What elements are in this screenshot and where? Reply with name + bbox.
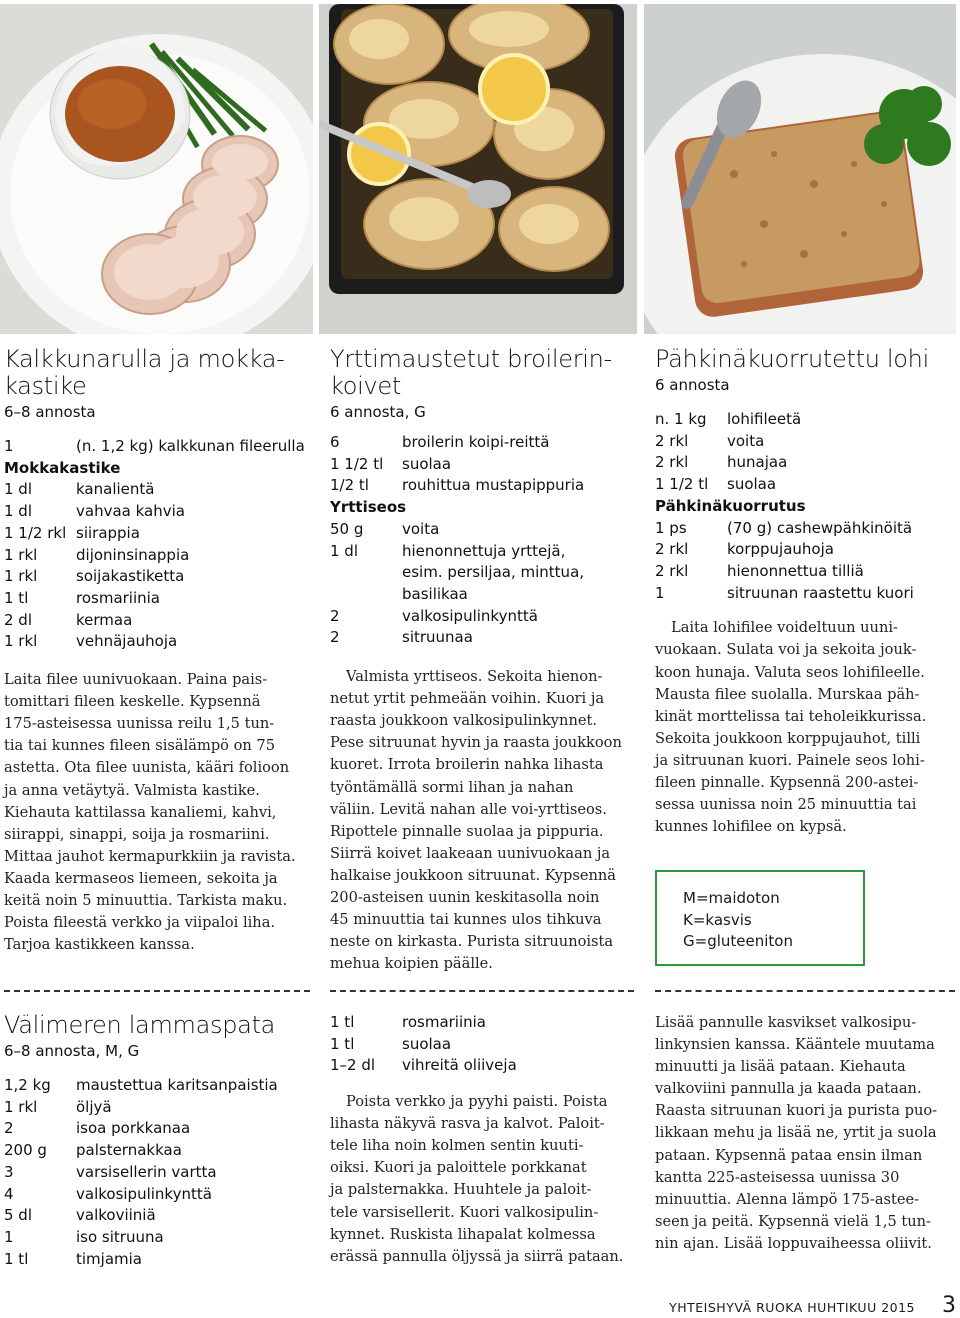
ingredient-name: suolaa: [727, 475, 777, 494]
ingredient-row: [4, 1140, 309, 1162]
ingredient-qty: 1 dl: [330, 541, 359, 560]
ingredient-name: dijoninsinappia: [76, 545, 190, 564]
ingredient-row: [4, 436, 309, 458]
method-line: Laita lohifilee voideltuun uuni-: [671, 619, 898, 637]
method-text: [655, 1012, 955, 1255]
ingredient-qty: 1: [4, 1227, 14, 1246]
servings: 6 annosta, G: [330, 403, 426, 421]
recipe-title: Välimeren lammaspata: [4, 1011, 276, 1039]
ingredient-qty: 1 tl: [330, 1034, 355, 1053]
method-line: nin ajan. Lisää loppuvaiheessa oliivit.: [655, 1234, 932, 1252]
ingredient-subheading: Pähkinäkuorrutus: [655, 496, 806, 515]
method-line: Pese sitruunat hyvin ja raasta joukkoon: [330, 734, 622, 752]
ingredient-row: [4, 588, 309, 610]
ingredient-qty: 1 dl: [4, 480, 33, 499]
method-line: koon hunaja. Valuta seos lohifileelle.: [655, 663, 925, 681]
method-line: 200-asteisen uunin keskitasolla noin: [330, 888, 600, 906]
method-line: valkoviini pannulla ja kaada pataan.: [655, 1080, 922, 1098]
ingredient-row: [4, 523, 309, 545]
ingredient-qty: 1 tl: [330, 1013, 355, 1031]
ingredient-name: rosmariinia: [402, 1013, 487, 1031]
ingredient-name: (n. 1,2 kg) kalkkunan fileerulla: [76, 437, 305, 455]
ingredient-name: broilerin koipi-reittä: [402, 433, 550, 451]
servings: 6–8 annosta, M, G: [4, 1042, 140, 1060]
ingredient-name: korppujauhoja: [727, 540, 834, 559]
ingredient-name: sitruunan raastettu kuori: [727, 583, 914, 602]
servings: 6 annosta: [655, 376, 730, 394]
method-line: Siirrä koivet laakeaan uunivuokaan ja: [330, 844, 611, 862]
method-line: 175-asteisessa uunissa reilu 1,5 tun-: [4, 715, 275, 733]
method-line: linkynsien kanssa. Kääntele muutama: [655, 1036, 935, 1054]
ingredient-qty: 2: [330, 606, 340, 625]
ingredient-qty: 1 rkl: [4, 567, 38, 586]
ingredient-row: [330, 1034, 640, 1056]
ingredient-row: [655, 431, 955, 453]
method-line: tele varsisellerit. Kuori valkosipulin-: [330, 1203, 599, 1221]
ingredient-name: vihreitä oliiveja: [402, 1056, 517, 1075]
ingredient-name: voita: [727, 431, 765, 450]
ingredient-qty: 2 rkl: [655, 561, 689, 580]
ingredient-row: [330, 541, 640, 563]
method-line: oiksi. Kuori ja paloittele porkkanat: [330, 1159, 587, 1177]
ingredient-qty: 1 tl: [4, 1249, 29, 1268]
ingredient-name: palsternakkaa: [76, 1141, 182, 1160]
ingredient-qty: 1–2 dl: [330, 1056, 376, 1075]
ingredient-row: [4, 1075, 309, 1097]
method-line: Poista verkko ja pyyhi paisti. Poista: [346, 1093, 608, 1111]
recipe-lamb-continued: [330, 1012, 640, 1268]
ingredient-name: vahvaa kahvia: [76, 502, 185, 521]
method-line: mehua koipien päälle.: [330, 955, 493, 973]
ingredient-row: [4, 1118, 309, 1140]
ingredient-qty: 1 rkl: [4, 1097, 38, 1116]
ingredient-row: [4, 1097, 309, 1119]
ingredient-name: timjamia: [76, 1249, 142, 1268]
ingredient-row: [655, 539, 955, 561]
recipe-lamb: [4, 1012, 309, 1270]
method-text: [4, 669, 309, 956]
ingredient-row: [4, 1162, 309, 1184]
method-text: [314, 666, 640, 975]
ingredient-list: [4, 1075, 309, 1270]
ingredient-row: [330, 519, 640, 541]
recipe-title: Yrttimaustetut broilerin- koivet: [330, 345, 612, 400]
ingredient-list: [655, 409, 955, 604]
ingredient-row: [330, 1055, 640, 1077]
ingredient-name: voita: [402, 519, 440, 538]
ingredient-name: rouhittua mustapippuria: [402, 476, 585, 495]
ingredient-qty: 2 rkl: [655, 431, 689, 450]
ingredient-continuation: esim. persiljaa, minttua,: [402, 563, 585, 582]
method-line: Tarjoa kastikkeen kanssa.: [4, 936, 195, 954]
ingredient-qty: 1 dl: [4, 502, 33, 521]
method-line: raasta joukkoon valkosipulinkynnet.: [330, 712, 597, 730]
method-line: lihasta näkyvä rasva ja kalvot. Paloit-: [330, 1115, 605, 1133]
ingredient-row: [655, 518, 955, 540]
ingredient-qty: 2 rkl: [655, 540, 689, 559]
ingredient-qty: 4: [4, 1184, 14, 1203]
ingredient-name: öljyä: [76, 1097, 112, 1116]
magazine-footer: YHTEISHYVÄ RUOKA HUHTIKUU 2015: [669, 1300, 915, 1315]
ingredient-name: sitruunaa: [402, 628, 473, 647]
ingredient-qty: 1 rkl: [4, 632, 38, 651]
method-line: Raasta sitruunan kuori ja purista puo-: [655, 1102, 938, 1120]
method-line: 45 minuuttia tai kunnes ulos tihkuva: [330, 911, 602, 929]
method-line: Kaada kermaseos liemeen, sekoita ja: [4, 869, 278, 887]
legend-line: G=gluteeniton: [683, 932, 793, 951]
ingredient-name: hienonnettua tilliä: [727, 561, 864, 580]
ingredient-list: [4, 436, 309, 653]
ingredient-row: [4, 479, 309, 501]
method-line: fileen pinnalle. Kypsennä 200-astei-: [655, 773, 919, 791]
ingredient-name: siirappia: [76, 523, 140, 542]
ingredient-qty: 1 1/2 rkl: [4, 523, 67, 542]
method-line: Kiehauta kattilassa kanaliemi, kahvi,: [4, 803, 277, 821]
ingredient-qty: 1: [4, 437, 14, 455]
method-line: Poista fileestä verkko ja viipaloi liha.: [4, 914, 276, 932]
ingredient-qty: 2 dl: [4, 610, 33, 629]
method-line: Laita filee uunivuokaan. Paina pais-: [4, 671, 268, 689]
ingredient-row: [330, 475, 640, 497]
ingredient-row: [4, 545, 309, 567]
method-line: minuutti ja lisää pataan. Kiehauta: [655, 1058, 906, 1076]
ingredient-qty: 2: [330, 628, 340, 647]
method-line: keitä noin 5 minuuttia. Tarkista maku.: [4, 891, 288, 909]
ingredient-subheading: Mokkakastike: [4, 458, 121, 477]
ingredient-row: [655, 474, 955, 496]
method-line: tomittari fileen keskelle. Kypsennä: [4, 693, 261, 711]
method-line: kinät morttelissa tai teholeikkurissa.: [655, 707, 927, 725]
method-text: [330, 1091, 640, 1268]
method-text: [655, 617, 955, 838]
ingredient-name: iso sitruuna: [76, 1227, 164, 1246]
ingredient-qty: 1/2 tl: [330, 476, 369, 495]
recipe-lamb-method-end: [655, 1012, 955, 1255]
recipe-salmon: [655, 346, 955, 838]
section-divider: [330, 990, 634, 992]
ingredient-qty: 200 g: [4, 1141, 47, 1160]
ingredient-row: [655, 583, 955, 605]
ingredient-name: valkosipulinkynttä: [402, 606, 538, 625]
method-line: halkaise joukkoon sitruunat. Kypsennä: [330, 866, 616, 884]
ingredient-row: [4, 610, 309, 632]
diet-legend-box: [655, 870, 865, 966]
method-line: väliin. Levitä nahan alle voi-yrttiseos.: [330, 800, 607, 818]
method-line: kynnet. Ruskista lihapalat kolmessa: [330, 1225, 596, 1243]
ingredient-qty: 50 g: [330, 519, 364, 538]
method-line: netut yrtit pehmeään voihin. Kuori ja: [330, 690, 605, 708]
ingredient-name: (70 g) cashewpähkinöitä: [727, 518, 913, 537]
ingredient-name: vehnäjauhoja: [76, 632, 178, 651]
ingredient-qty: 1 1/2 tl: [330, 454, 384, 473]
method-line: siirappi, sinappi, soija ja rosmariini.: [4, 825, 270, 843]
method-line: ja palsternakka. Huuhtele ja paloit-: [330, 1181, 592, 1199]
ingredient-qty: 2 rkl: [655, 453, 689, 472]
ingredient-qty: 1: [655, 583, 665, 602]
method-line: ja sitruunan kuori. Painele seos lohi-: [655, 751, 925, 769]
method-line: pataan. Kypsennä pataa ensin ilman: [655, 1146, 923, 1164]
method-line: Sekoita joukkoon korppujauhot, tilli: [655, 729, 921, 747]
method-line: minuuttia. Alenna lämpö 175-astee-: [655, 1190, 920, 1208]
method-line: kantta 225-asteisessa uunissa 30: [655, 1168, 900, 1186]
servings: 6–8 annosta: [4, 403, 96, 421]
ingredient-row: [330, 432, 640, 454]
ingredient-row: [330, 606, 640, 628]
method-line: Valmista yrttiseos. Sekoita hienon-: [346, 668, 603, 686]
ingredient-name: maustettua karitsanpaistia: [76, 1076, 278, 1094]
ingredient-qty: 1 rkl: [4, 545, 38, 564]
ingredient-row: [4, 1249, 309, 1271]
method-line: sessa uunissa noin 25 minuuttia tai: [655, 796, 917, 814]
method-line: Lisää pannulle kasvikset valkosipu-: [655, 1014, 917, 1031]
ingredient-continuation: basilikaa: [402, 584, 468, 603]
ingredient-list: [330, 1012, 640, 1077]
method-line: astetta. Ota filee uunista, kääri folioon: [4, 759, 290, 777]
ingredient-qty: 5 dl: [4, 1206, 33, 1225]
ingredient-name: soijakastiketta: [76, 567, 185, 586]
ingredient-name: isoa porkkanaa: [76, 1119, 191, 1138]
legend-line: M=maidoton: [683, 889, 780, 907]
method-line: ja anna vetäytyä. Valmista kastike.: [4, 781, 260, 799]
ingredient-name: valkosipulinkynttä: [76, 1184, 212, 1203]
ingredient-name: valkoviiniä: [76, 1206, 156, 1225]
method-line: kunnes lohifilee on kypsä.: [655, 818, 847, 836]
ingredient-qty: n. 1 kg: [655, 410, 707, 428]
ingredient-row: [4, 1227, 309, 1249]
method-line: seen ja peitä. Kypsennä vielä 1,5 tun-: [655, 1212, 931, 1230]
recipe-turkey: [4, 346, 309, 956]
section-divider: [4, 990, 310, 992]
method-line: Ripottele pinnalle suolaa ja pippuria.: [330, 822, 604, 840]
ingredient-qty: 1,2 kg: [4, 1076, 51, 1094]
ingredient-row: [4, 631, 309, 653]
page-number: 3: [942, 1293, 956, 1318]
method-line: vuokaan. Sulata voi ja sekoita jouk-: [655, 641, 917, 659]
salmon-photo: [644, 4, 956, 334]
ingredient-qty: 3: [4, 1162, 14, 1181]
ingredient-row: [4, 1184, 309, 1206]
ingredient-qty: 1 ps: [655, 518, 687, 537]
ingredient-name: lohifileetä: [727, 410, 802, 428]
ingredient-row: [330, 627, 640, 649]
ingredient-row: [4, 566, 309, 588]
ingredient-qty: 6: [330, 433, 340, 451]
ingredient-name: suolaa: [402, 1034, 452, 1053]
ingredient-subheading: Yrttiseos: [330, 498, 407, 517]
ingredient-name: kermaa: [76, 610, 133, 629]
ingredient-name: rosmariinia: [76, 588, 161, 607]
method-line: kuoret. Irrota broilerin nahka lihasta: [330, 756, 604, 774]
ingredient-qty: 2: [4, 1119, 14, 1138]
recipe-title: Pähkinäkuorrutettu lohi: [655, 345, 929, 373]
ingredient-name: hienonnettuja yrttejä,: [402, 541, 566, 560]
ingredient-row: [655, 561, 955, 583]
ingredient-name: kanalientä: [76, 480, 155, 499]
method-line: erässä pannulla öljyssä ja siirrä pataan.: [330, 1247, 624, 1265]
method-line: tele liha noin kolmen sentin kuuti-: [330, 1137, 584, 1155]
ingredient-row: [655, 452, 955, 474]
method-line: likkaan mehu ja lisää ne, yrtit ja suola: [655, 1124, 937, 1142]
recipe-chicken: [330, 346, 640, 975]
ingredient-row: [4, 501, 309, 523]
ingredient-row: [4, 1205, 309, 1227]
legend-line: K=kasvis: [683, 910, 752, 929]
ingredient-row: [330, 1012, 640, 1034]
ingredient-qty: 1 1/2 tl: [655, 475, 709, 494]
method-line: neste on kirkasta. Purista sitruunoista: [330, 933, 614, 951]
method-line: Mausta filee suolalla. Murskaa päh-: [655, 685, 920, 703]
ingredient-row: [655, 409, 955, 431]
ingredient-name: varsisellerin vartta: [76, 1162, 217, 1181]
ingredient-qty: 1 tl: [4, 588, 29, 607]
chicken-photo: [319, 4, 637, 334]
ingredient-name: suolaa: [402, 454, 452, 473]
ingredient-name: hunajaa: [727, 453, 788, 472]
method-line: Mittaa jauhot kermapurkkiin ja ravista.: [4, 847, 296, 865]
method-line: tia tai kunnes fileen sisälämpö on 75: [4, 737, 275, 755]
recipe-title: Kalkkunarulla ja mokka- kastike: [4, 345, 285, 400]
turkey-photo: [0, 4, 313, 334]
ingredient-row: [330, 454, 640, 476]
section-divider: [655, 990, 955, 992]
ingredient-list: [330, 432, 640, 649]
method-line: työntämällä sormi lihan ja nahan: [330, 778, 574, 796]
